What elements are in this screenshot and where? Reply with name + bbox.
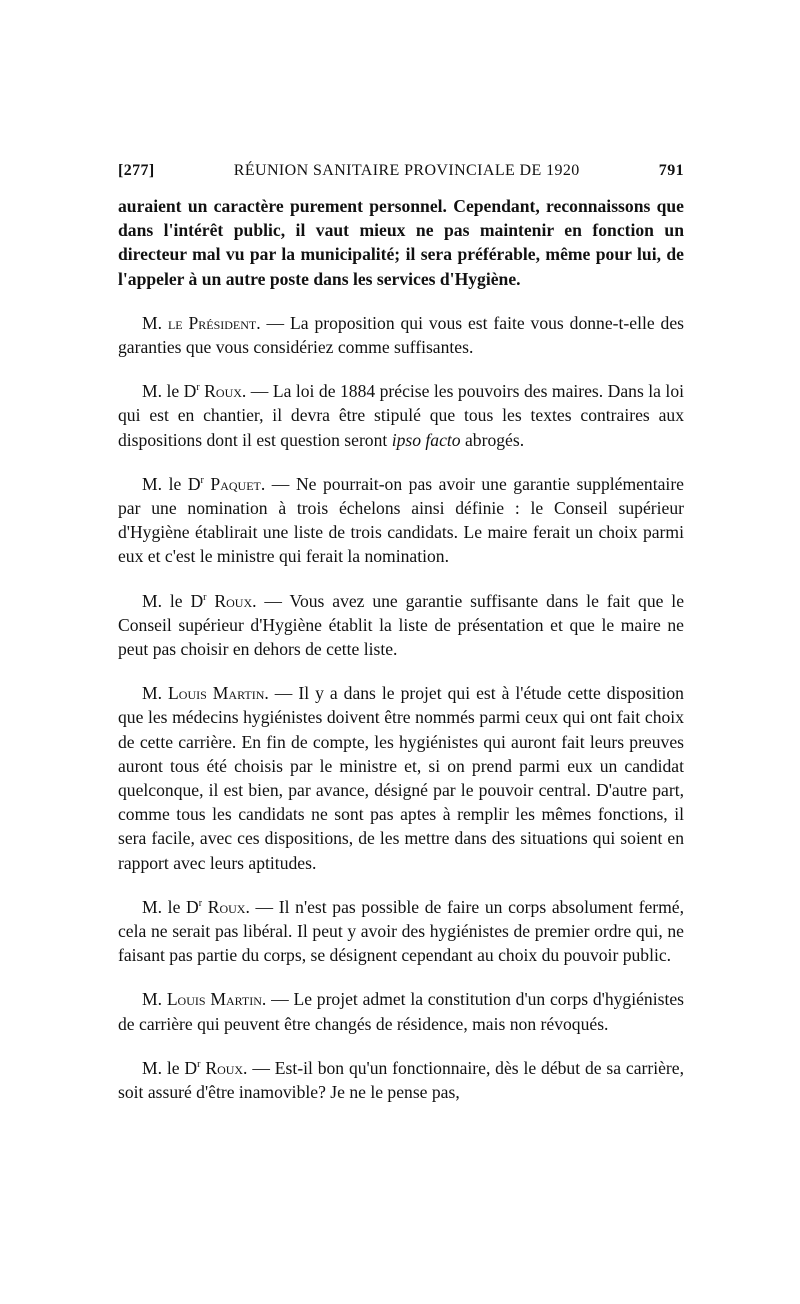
- paragraph-text: — Vous avez une garantie suffisante dans le fait que le Conseil supérieur d'Hygiène établit la liste de présentation et que le maire ne peut pas choisir en dehors de cette liste.: [118, 590, 685, 660]
- paragraph-text: — Il n'est pas possible de faire un corps absolument fermé, cela ne serait pas libéral. Il peut y avoir des hygiénistes de premier ordre qui, ne faisant pas partie du corps, se désignent cependant au choix du pouvoir public.: [118, 896, 685, 966]
- paragraph: [118, 895, 684, 968]
- paragraph: [118, 681, 684, 875]
- page-reference: [277]: [118, 162, 155, 179]
- running-header: [118, 162, 684, 180]
- paragraph: [118, 379, 684, 452]
- body-text: [118, 194, 684, 1104]
- speaker-name: Roux.: [206, 590, 257, 611]
- running-title: RÉUNION SANITAIRE PROVINCIALE DE 1920: [233, 162, 580, 179]
- paragraph-text-end: abrogés.: [460, 429, 525, 450]
- speaker-name: Louis Martin.: [168, 683, 269, 704]
- speaker-name: Roux.: [199, 381, 247, 402]
- paragraph: [118, 311, 684, 359]
- paragraph: [118, 589, 684, 662]
- paragraph: [118, 472, 684, 569]
- speaker-name: Roux.: [200, 1057, 248, 1078]
- speaker-superscript: r: [200, 474, 204, 486]
- speaker-superscript: r: [197, 1059, 201, 1071]
- paragraph-text: — Le projet admet la constitution d'un corps d'hygiénistes de carrière qui peuvent être changés de résidence, mais non révoqués.: [118, 989, 684, 1034]
- paragraph: [118, 1056, 684, 1104]
- speaker-superscript: r: [196, 382, 200, 394]
- speaker-prefix: M. le D: [142, 1057, 198, 1078]
- paragraph-text: — La proposition qui vous est faite vous donne-t-elle des garanties que vous considériez comme suffisantes.: [118, 312, 684, 358]
- page-number: 791: [658, 162, 684, 179]
- speaker-name: Louis Martin.: [166, 989, 267, 1010]
- speaker-prefix: M.: [142, 989, 167, 1010]
- paragraph-text: auraient un caractère purement personnel. Cependant, reconnaissons que dans l'intérêt public, il vaut mieux ne pas maintenir en fonction un directeur mal vu par la municipalité; il sera préférable, même pour lui, de l'appeler à un autre poste dans les services d'Hygiène.: [118, 196, 684, 289]
- paragraph-text: — Ne pourrait-on pas avoir une garantie supplémentaire par une nomination à trois échelons ainsi définie : le Conseil supérieur d'Hygiène établirait une liste de trois candidats. Le maire ferait un choix parmi eux et c'est le ministre qui ferait la nomination.: [118, 473, 684, 567]
- paragraph-text: — La loi de 1884 précise les pouvoirs des maires. Dans la loi qui est en chantier, il devra être stipulé que tous les textes contraires aux dispositions dont il est question seront: [118, 381, 685, 450]
- paragraph: [118, 194, 684, 291]
- speaker-prefix: M. le D: [142, 896, 199, 917]
- paragraph-text: — Est-il bon qu'un fonctionnaire, dès le début de sa carrière, soit assuré d'être inamovible? Je ne le pense pas,: [118, 1057, 684, 1103]
- speaker-superscript: r: [203, 591, 207, 603]
- paragraph: [118, 987, 684, 1035]
- speaker-prefix: M.: [142, 683, 169, 704]
- speaker-prefix: M. le D: [142, 590, 204, 611]
- latin-phrase: ipso facto: [391, 429, 461, 450]
- speaker-name: Paquet.: [203, 473, 266, 494]
- speaker-name: le Président.: [167, 312, 261, 333]
- paragraph-text: — Il y a dans le projet qui est à l'étude cette disposition que les médecins hygiénistes doivent être nommés parmi ceux qui ont fait choix de cette carrière. En fin de compte, les hygiénistes qui auront fait leurs preuves auront tous été choisis par le ministre et, si on prend parmi eux un candidat quelconque, il est bien, par avance, désigné par le pouvoir central. D'autre part, comme tous les candidats ne sont pas aptes à remplir les mêmes fonctions, il sera facile, avec ces dispositions, de les mettre dans des situations qui soient en rapport avec leurs aptitudes.: [118, 683, 684, 873]
- speaker-superscript: r: [198, 898, 203, 910]
- speaker-prefix: M. le D: [142, 473, 201, 494]
- speaker-name: Roux.: [202, 896, 250, 917]
- speaker-prefix: M.: [142, 312, 168, 333]
- speaker-prefix: M. le D: [142, 381, 197, 402]
- document-page: [118, 162, 684, 1124]
